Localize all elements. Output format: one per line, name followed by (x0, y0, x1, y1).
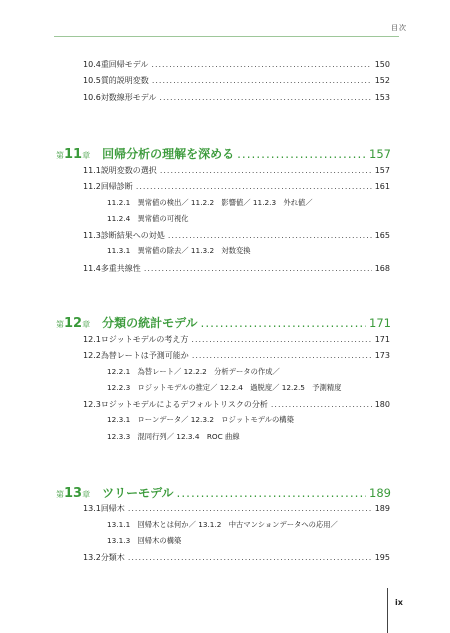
toc-entry-13-1[interactable] (83, 503, 390, 514)
toc-entry-11-3[interactable] (83, 230, 390, 241)
page-number: 195 (374, 553, 390, 562)
section-number: 10.5 (83, 76, 101, 85)
section-title: ロジットモデルによるデフォルトリスクの分析 (100, 400, 268, 409)
section-title: 分類木 (100, 553, 125, 562)
page-number: 168 (374, 264, 390, 273)
page-number: 171 (374, 335, 390, 344)
toc-entry-11-4[interactable] (83, 263, 390, 274)
toc-entry-10-5[interactable] (83, 75, 390, 86)
toc-entry-12-3[interactable] (83, 399, 390, 410)
section-title: 為替レートは予測可能か (100, 351, 189, 360)
toc-subsections[interactable]: 11.3.1 異常値の除去／ 11.3.2 対数変換 (107, 246, 251, 255)
chapter-title: ツリーモデル (102, 486, 174, 500)
section-title: 説明変数の選択 (100, 166, 157, 175)
page-number: 157 (369, 147, 391, 161)
toc-entry-13-2[interactable] (83, 552, 390, 563)
dot-leader (177, 486, 367, 500)
page-number: 161 (374, 182, 390, 191)
toc-entry-12-2[interactable] (83, 350, 390, 361)
toc-subsections[interactable]: 11.2.1 異常値の検出／ 11.2.2 影響値／ 11.2.3 外れ値／ (107, 198, 313, 207)
dot-leader (168, 231, 372, 240)
chapter-number: 第11章 (56, 147, 91, 162)
page-number: 171 (369, 316, 391, 330)
section-number: 11.1 (83, 166, 101, 175)
section-title: 多重共線性 (100, 264, 141, 273)
section-number: 10.6 (83, 93, 101, 102)
section-number: 13.1 (83, 504, 101, 513)
toc-chapter-12[interactable] (56, 314, 391, 331)
section-number: 13.2 (83, 553, 101, 562)
dot-leader (160, 166, 372, 175)
toc-subsections[interactable]: 12.2.1 為替レート／ 12.2.2 分析データの作成／ (107, 367, 280, 376)
toc-entry-12-1[interactable] (83, 334, 390, 345)
page-number: 165 (374, 231, 390, 240)
dot-leader (191, 335, 371, 344)
page-number: 150 (374, 60, 390, 69)
dot-leader (159, 93, 371, 102)
page-number: 153 (374, 93, 390, 102)
section-title: 重回帰モデル (100, 60, 149, 69)
toc-subsections[interactable]: 13.1.1 回帰木とは何か／ 13.1.2 中古マンションデータへの応用／ (107, 520, 338, 529)
section-title: 質的説明変数 (100, 76, 149, 85)
section-title: 対数線形モデル (100, 93, 157, 102)
section-number: 12.3 (83, 400, 101, 409)
section-number: 11.2 (83, 182, 101, 191)
toc-entry-11-1[interactable] (83, 165, 390, 176)
chapter-number: 第12章 (56, 316, 91, 331)
toc-chapter-11[interactable] (56, 145, 391, 162)
dot-leader (237, 147, 366, 161)
chapter-title: 回帰分析の理解を深める (102, 147, 235, 161)
dot-leader (192, 351, 372, 360)
page-number: 157 (374, 166, 390, 175)
section-number: 12.2 (83, 351, 101, 360)
section-title: 回帰木 (100, 504, 125, 513)
toc-subsections[interactable]: 11.2.4 異常値の可視化 (107, 214, 189, 223)
dot-leader (128, 504, 372, 513)
section-number: 10.4 (83, 60, 101, 69)
chapter-number: 第13章 (56, 486, 91, 501)
toc-subsections[interactable]: 12.3.1 ローンデータ／ 12.3.2 ロジットモデルの構築 (107, 415, 294, 424)
toc-subsections[interactable]: 12.3.3 混同行列／ 12.3.4 ROC 曲線 (107, 432, 240, 441)
section-title: 回帰診断 (100, 182, 133, 191)
section-number: 12.1 (83, 335, 101, 344)
section-title: 診断結果への対処 (100, 231, 165, 240)
page-number: 189 (374, 504, 390, 513)
section-title: ロジットモデルの考え方 (100, 335, 189, 344)
page-number: 189 (369, 486, 391, 500)
dot-leader (271, 400, 372, 409)
dot-leader (201, 316, 367, 330)
section-number: 11.4 (83, 264, 101, 273)
chapter-title: 分類の統計モデル (102, 316, 198, 330)
section-number: 11.3 (83, 231, 101, 240)
toc-subsections[interactable]: 13.1.3 回帰木の構築 (107, 536, 182, 545)
dot-leader (136, 182, 372, 191)
dot-leader (151, 60, 371, 69)
side-rule (387, 588, 388, 633)
header-rule (54, 36, 399, 37)
dot-leader (128, 553, 372, 562)
dot-leader (152, 76, 372, 85)
toc-entry-11-2[interactable] (83, 181, 390, 192)
dot-leader (144, 264, 372, 273)
page-number: 152 (374, 76, 390, 85)
toc-chapter-13[interactable] (56, 484, 391, 501)
page-header-label: 目次 (391, 24, 407, 32)
page-number: 180 (374, 400, 390, 409)
toc-subsections[interactable]: 12.2.3 ロジットモデルの推定／ 12.2.4 過脱度／ 12.2.5 予測精度 (107, 383, 342, 392)
folio: ix (395, 598, 403, 607)
toc-entry-10-4[interactable] (83, 59, 390, 70)
toc-entry-10-6[interactable] (83, 92, 390, 103)
page-number: 173 (374, 351, 390, 360)
